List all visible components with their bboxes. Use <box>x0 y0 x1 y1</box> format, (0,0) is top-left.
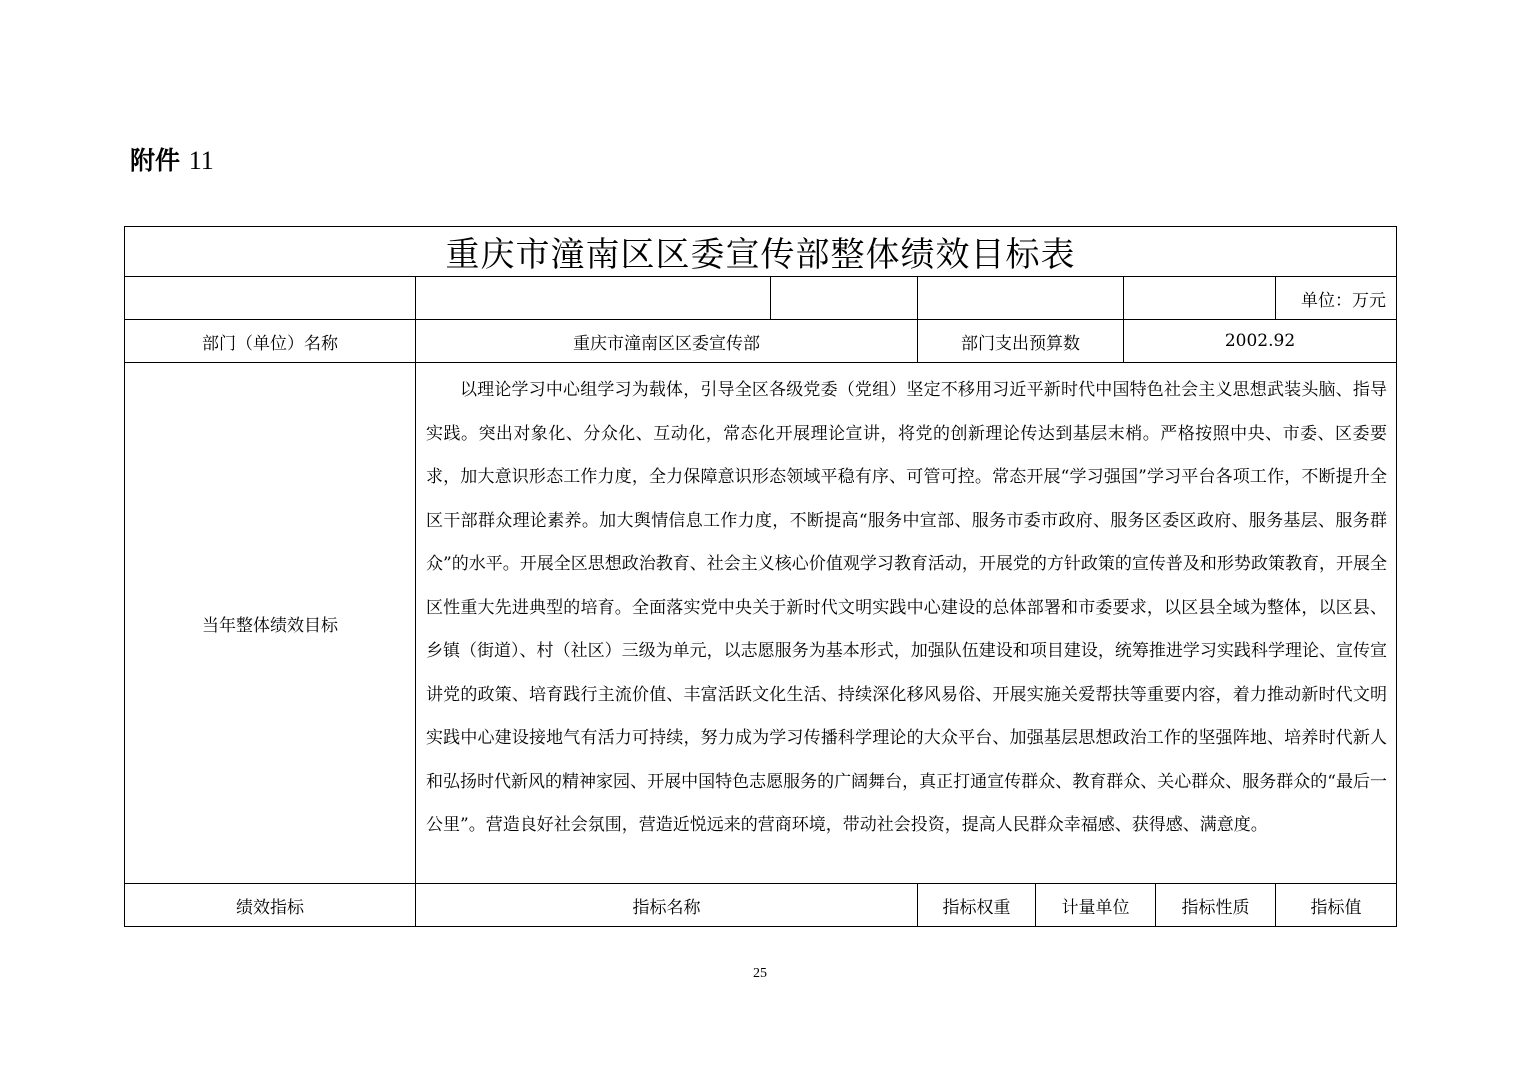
empty-cell <box>918 277 1124 320</box>
attachment-text: 附件 <box>130 146 181 175</box>
empty-cell <box>125 277 416 320</box>
department-name: 重庆市潼南区区委宣传部 <box>416 320 918 363</box>
performance-target-table <box>124 226 1397 927</box>
budget-label: 部门支出预算数 <box>918 320 1124 363</box>
unit-label: 单位：万元 <box>1276 277 1397 320</box>
budget-value: 2002.92 <box>1124 320 1397 363</box>
page-number: 25 <box>753 966 767 981</box>
indicator-value-header: 指标值 <box>1276 884 1397 927</box>
empty-cell <box>1124 277 1276 320</box>
indicator-nature-header: 指标性质 <box>1156 884 1276 927</box>
attachment-label <box>130 144 214 178</box>
table-title: 重庆市潼南区区委宣传部整体绩效目标表 <box>125 227 1397 277</box>
attachment-number: 11 <box>188 146 214 175</box>
indicator-name-header: 指标名称 <box>416 884 918 927</box>
indicator-weight-header: 指标权重 <box>918 884 1036 927</box>
empty-cell <box>416 277 771 320</box>
department-label: 部门（单位）名称 <box>125 320 416 363</box>
empty-cell <box>771 277 918 320</box>
indicator-unit-header: 计量单位 <box>1036 884 1156 927</box>
goal-label: 当年整体绩效目标 <box>125 363 416 884</box>
indicator-category-header: 绩效指标 <box>125 884 416 927</box>
goal-text: 以理论学习中心组学习为载体，引导全区各级党委（党组）坚定不移用习近平新时代中国特色社会主义思想武装头脑、指导实践。突出对象化、分众化、互动化，常态化开展理论宣讲，将党的创新理论传达到基层末梢。严格按照中央、市委、区委要求，加大意识形态工作力度，全力保障意识形态领域平稳有序、可管可控。常态开展“学习强国”学习平台各项工作，不断提升全区干部群众理论素养。加大舆情信息工作力度，不断提高“服务中宣部、服务市委市政府、服务区委区政府、服务基层、服务群众”的水平。开展全区思想政治教育、社会主义核心价值观学习教育活动，开展党的方针政策的宣传普及和形势政策教育，开展全区性重大先进典型的培育。全面落实党中央关于新时代文明实践中心建设的总体部署和市委要求，以区县全域为整体，以区县、乡镇（街道）、村（社区）三级为单元，以志愿服务为基本形式，加强队伍建设和项目建设，统筹推进学习实践科学理论、宣传宣讲党的政策、培育践行主流价值、丰富活跃文化生活、持续深化移风易俗、开展实施关爱帮扶等重要内容，着力推动新时代文明实践中心建设接地气有活力可持续，努力成为学习传播科学理论的大众平台、加强基层思想政治工作的坚强阵地、培养时代新人和弘扬时代新风的精神家园、开展中国特色志愿服务的广阔舞台，真正打通宣传群众、教育群众、关心群众、服务群众的“最后一公里”。营造良好社会氛围，营造近悦远来的营商环境，带动社会投资，提高人民群众幸福感、获得感、满意度。 <box>416 363 1397 884</box>
